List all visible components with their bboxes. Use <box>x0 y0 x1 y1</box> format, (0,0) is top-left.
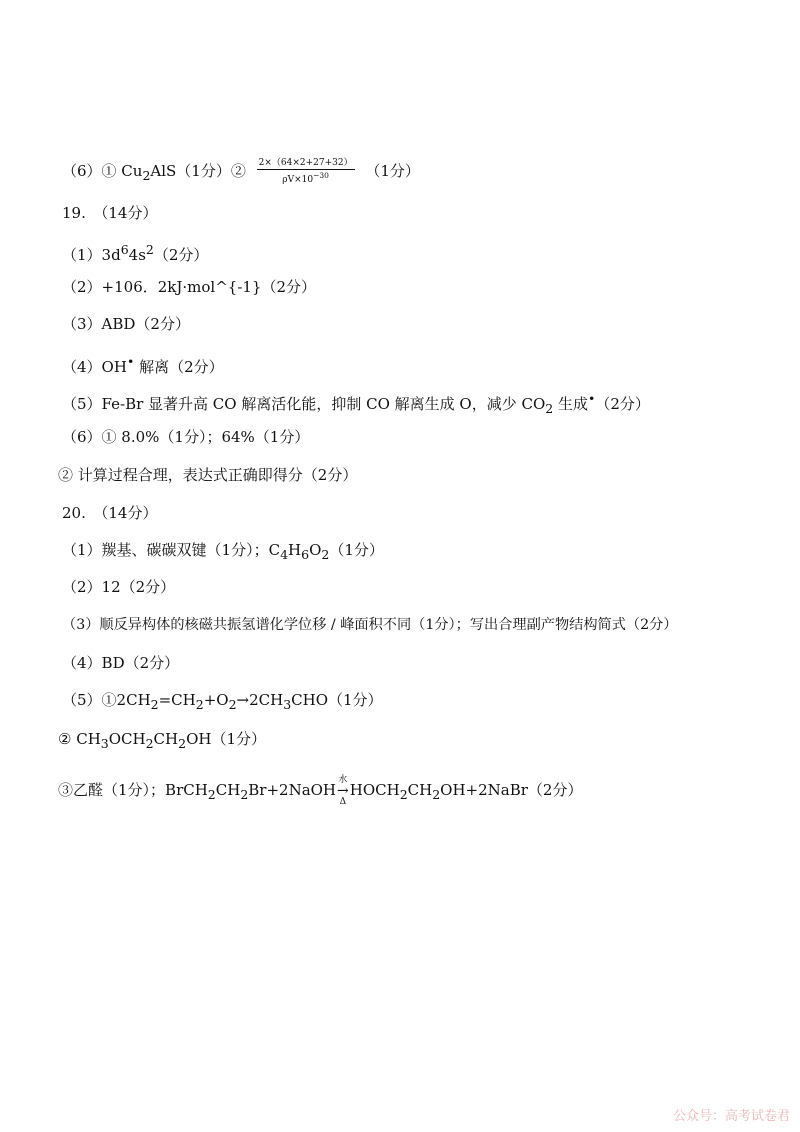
arrow-condition-bottom: Δ <box>339 797 347 807</box>
question-19-header: 19. （14分） <box>62 204 158 222</box>
fraction-denominator <box>280 170 331 186</box>
superscript: • <box>126 354 135 369</box>
answer-19-5 <box>62 389 650 419</box>
answer-20-5-3 <box>58 775 582 807</box>
subscript: 4 <box>280 547 289 562</box>
answer-20-3: （3）顺反异构体的核磁共振氢谱化学位移 / 峰面积不同（1分）；写出合理副产物结构简式（2分） <box>62 617 678 633</box>
text: =CH <box>158 691 196 709</box>
density-fraction <box>257 158 355 186</box>
answer-19-2: （2）+106．2kJ·mol^{-1}（2分） <box>62 278 317 296</box>
text: （6）① Cu <box>62 162 143 180</box>
subscript: 2 <box>228 697 237 712</box>
subscript: 2 <box>240 787 249 802</box>
text: CH <box>215 781 241 799</box>
text: ② CH <box>58 730 101 748</box>
subscript: 2 <box>207 787 216 802</box>
fraction-numerator: 2×（64×2+27+32） <box>258 158 353 168</box>
answer-19-4 <box>62 352 224 377</box>
answer-19-6-2: ② 计算过程合理，表达式正确即得分（2分） <box>58 466 358 484</box>
text: CHO（1分） <box>291 691 383 709</box>
arrow-icon: → <box>337 783 349 799</box>
superscript: • <box>588 391 596 406</box>
text: AlS（1分）② <box>150 162 251 180</box>
text: （1）3d <box>62 246 121 264</box>
subscript: 2 <box>142 168 151 183</box>
text: （1）羰基、碳碳双键（1分）；C <box>62 541 281 559</box>
text: H <box>288 541 302 559</box>
text: （4）OH <box>62 358 127 376</box>
text: ③乙醛（1分）；BrCH <box>58 781 208 799</box>
den-text: ρV×10 <box>282 175 314 185</box>
arrow-condition-top: 水 <box>338 775 348 785</box>
answer-20-1 <box>62 540 384 565</box>
subscript: 3 <box>100 736 109 751</box>
subscript: 2 <box>545 401 554 416</box>
superscript: −30 <box>313 171 329 180</box>
text: 解离（2分） <box>134 358 224 376</box>
subscript: 2 <box>150 697 159 712</box>
superscript: 6 <box>120 242 129 257</box>
question-20-header: 20. （14分） <box>62 504 158 522</box>
text: （2分） <box>153 246 209 264</box>
superscript: 2 <box>145 242 154 257</box>
text: OCH <box>108 730 146 748</box>
text: OH（1分） <box>186 730 266 748</box>
subscript: 2 <box>178 736 187 751</box>
text: Br+2NaOH <box>248 781 337 799</box>
text: （5）①2CH <box>62 691 151 709</box>
text: O <box>309 541 322 559</box>
answer-18-6 <box>62 158 420 186</box>
answer-20-2: （2）12（2分） <box>62 578 176 596</box>
answer-19-6: （6）① 8.0%（1分）；64%（1分） <box>62 428 310 446</box>
answer-19-3: （3）ABD（2分） <box>62 315 190 333</box>
text: +O <box>203 691 229 709</box>
subscript: 2 <box>145 736 154 751</box>
watermark: 公众号：高考试卷君 <box>672 1109 790 1124</box>
subscript: 6 <box>301 547 310 562</box>
text: CH <box>407 781 433 799</box>
answer-19-1 <box>62 240 208 265</box>
text: （1分） <box>329 541 384 559</box>
text: HOCH <box>349 781 400 799</box>
text: （5）Fe-Br 显著升高 CO 解离活化能，抑制 CO 解离生成 O，减少 CO <box>62 395 546 413</box>
subscript: 2 <box>195 697 204 712</box>
answer-20-5-2 <box>58 729 266 754</box>
subscript: 2 <box>321 547 330 562</box>
text: （1分） <box>365 162 420 180</box>
text: （2分） <box>595 395 650 413</box>
reaction-arrow <box>337 775 349 807</box>
text: OH+2NaBr（2分） <box>440 781 583 799</box>
text: CH <box>153 730 179 748</box>
text: 4s <box>128 246 146 264</box>
text: 生成 <box>553 395 589 413</box>
answer-20-5 <box>62 690 383 715</box>
subscript: 3 <box>283 697 292 712</box>
subscript: 2 <box>399 787 408 802</box>
answer-20-4: （4）BD（2分） <box>62 654 180 672</box>
subscript: 2 <box>432 787 441 802</box>
text: →2CH <box>236 691 284 709</box>
